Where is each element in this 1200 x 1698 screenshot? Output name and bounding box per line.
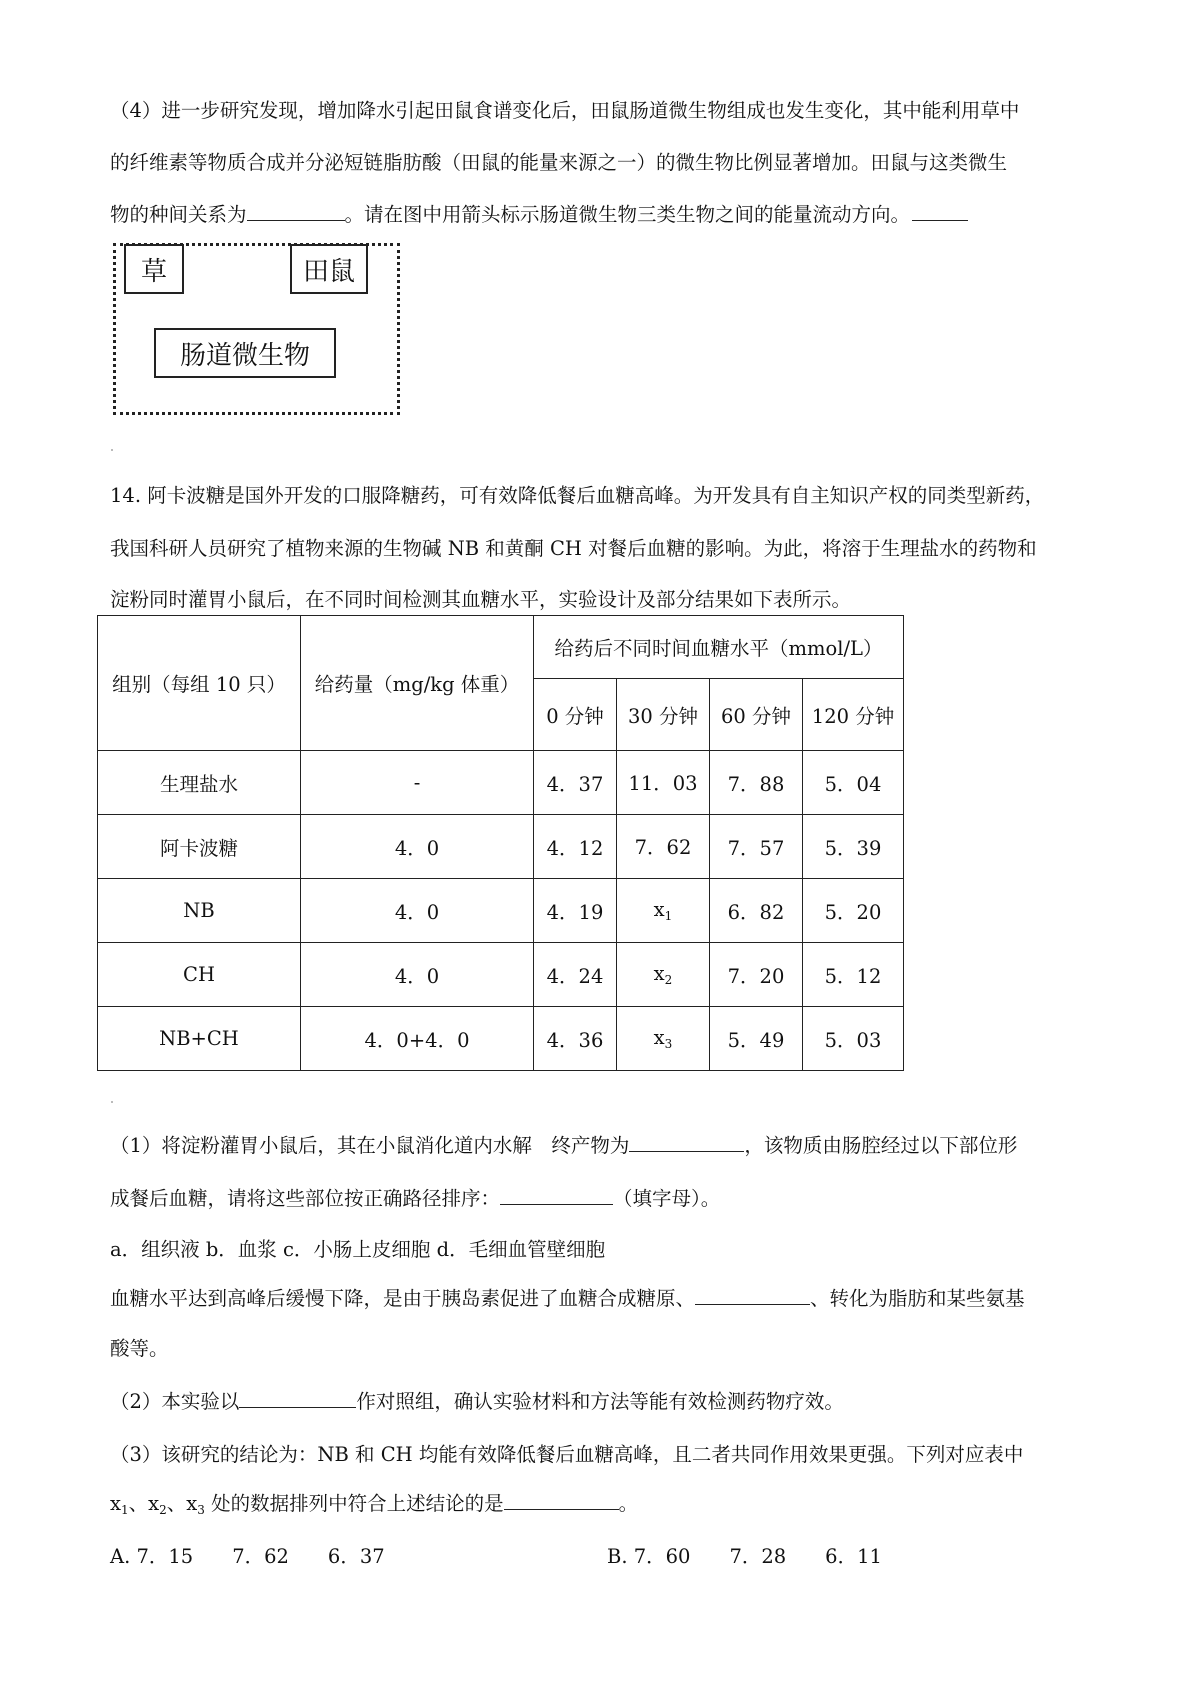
q14-intro-3: 淀粉同时灌胃小鼠后，在不同时间检测其血糖水平，实验设计及部分结果如下表所示。 xyxy=(110,588,852,611)
cell-t120: 5．20 xyxy=(803,879,904,943)
var-x: 、x xyxy=(166,1492,198,1515)
header-time: 120 分钟 xyxy=(803,679,904,751)
q14-part1-line1 xyxy=(110,1128,1100,1164)
option-a[interactable]: A. 7．15 7．62 6．37 xyxy=(110,1545,385,1568)
cell-group: 生理盐水 xyxy=(98,751,301,815)
cell-dose: 4．0+4．0 xyxy=(301,1007,534,1071)
q14-part1-text: （1）将淀粉灌胃小鼠后，其在小鼠消化道内水解 终产物为 xyxy=(110,1134,630,1157)
cell-t0: 4．19 xyxy=(534,879,617,943)
q4-line-3-start: 物的种间关系为 xyxy=(110,203,247,226)
answer-blank-control-group[interactable] xyxy=(239,1389,356,1408)
cell-t0: 4．24 xyxy=(534,943,617,1007)
q14-part2-text: （2）本实验以 xyxy=(110,1390,240,1413)
q14-part1-line2 xyxy=(110,1181,1100,1217)
var-sub: 1 xyxy=(121,1503,129,1517)
q14-intro-1: 14. 阿卡波糖是国外开发的口服降糖药，可有效降低餐后血糖高峰。为开发具有自主知识产权的同类型新药， xyxy=(110,484,1045,507)
q14-insulin-text-cont: 、转化为脂肪和某些氨基 xyxy=(810,1287,1025,1310)
cell-t120: 5．39 xyxy=(803,815,904,879)
q14-part2 xyxy=(110,1384,1100,1420)
header-time: 0 分钟 xyxy=(534,679,617,751)
cell-group: CH xyxy=(98,943,301,1007)
cell-t30: $x_1$ xyxy=(617,879,710,943)
q14-options-line: a．组织液 b．血浆 c．小肠上皮细胞 d．毛细血管壁细胞 xyxy=(110,1238,606,1261)
cell-dose: - xyxy=(301,751,534,815)
var-x: x xyxy=(110,1492,121,1515)
header-level: 给药后不同时间血糖水平（mmol/L） xyxy=(534,616,904,679)
q4-line-1: （4）进一步研究发现，增加降水引起田鼠食谱变化后，田鼠肠道微生物组成也发生变化，其中能利用草中 xyxy=(110,99,1020,122)
header-time: 30 分钟 xyxy=(617,679,710,751)
var-sub: 2 xyxy=(159,1503,167,1517)
microbes-box: 肠道微生物 xyxy=(154,328,336,378)
blood-glucose-table xyxy=(97,615,904,1071)
vole-box: 田鼠 xyxy=(290,244,368,294)
table-row xyxy=(98,751,904,815)
answer-blank-end-product[interactable] xyxy=(629,1133,744,1152)
var-sub: 3 xyxy=(197,1503,205,1517)
q14-part1-text-cont: ，该物质由肠腔经过以下部位形 xyxy=(744,1134,1018,1157)
var-x: 、x xyxy=(128,1492,160,1515)
header-group: 组别（每组 10 只） xyxy=(98,616,301,751)
energy-flow-diagram[interactable] xyxy=(113,243,400,415)
q14-part1-order-note: （填字母）。 xyxy=(613,1187,721,1210)
cell-t0: 4．36 xyxy=(534,1007,617,1071)
cell-t30: $x_2$ xyxy=(617,943,710,1007)
cell-t30: $x_3$ xyxy=(617,1007,710,1071)
cell-t60: 5．49 xyxy=(710,1007,803,1071)
table-row xyxy=(98,879,904,943)
q14-part3-text: 处的数据排列中符合上述结论的是 xyxy=(204,1492,504,1515)
cell-group: NB+CH xyxy=(98,1007,301,1071)
q14-intro-2: 我国科研人员研究了植物来源的生物碱 NB 和黄酮 CH 对餐后血糖的影响。为此，将溶于生理盐水的药物和 xyxy=(110,537,1037,560)
header-time: 60 分钟 xyxy=(710,679,803,751)
answer-blank-relationship[interactable] xyxy=(247,202,345,221)
cell-t120: 5．12 xyxy=(803,943,904,1007)
answer-blank-option[interactable] xyxy=(504,1491,619,1510)
cell-dose: 4．0 xyxy=(301,879,534,943)
cell-t30: 7．62 xyxy=(617,815,710,879)
header-dose: 给药量（mg/kg 体重） xyxy=(301,616,534,751)
answer-blank-insulin[interactable] xyxy=(695,1286,810,1305)
q14-part2-text-cont: 作对照组，确认实验材料和方法等能有效检测药物疗效。 xyxy=(356,1390,844,1413)
cell-t60: 7．88 xyxy=(710,751,803,815)
table-row xyxy=(98,815,904,879)
cell-group: 阿卡波糖 xyxy=(98,815,301,879)
table-row xyxy=(98,1007,904,1071)
q14-part3-end: 。 xyxy=(618,1492,639,1515)
cell-t0: 4．37 xyxy=(534,751,617,815)
q14-part3-line2 xyxy=(110,1486,1100,1528)
cell-t60: 7．57 xyxy=(710,815,803,879)
option-b[interactable]: B. 7．60 7．28 6．11 xyxy=(607,1545,882,1568)
answer-blank-path-order[interactable] xyxy=(500,1186,613,1205)
grass-box: 草 xyxy=(124,244,184,294)
q4-line-3-end: 。请在图中用箭头标示肠道微生物三类生物之间的能量流动方向。 xyxy=(344,203,911,226)
q14-part3-line1: （3）该研究的结论为：NB 和 CH 均能有效降低餐后血糖高峰，且二者共同作用效果更强。下列对应表中 xyxy=(110,1443,1024,1466)
cell-dose: 4．0 xyxy=(301,815,534,879)
q4-line-3 xyxy=(110,197,1100,233)
cell-t30: 11．03 xyxy=(617,751,710,815)
q4-line-2: 的纤维素等物质合成并分泌短链脂肪酸（田鼠的能量来源之一）的微生物比例显著增加。田鼠与这类微生 xyxy=(110,151,1008,174)
q14-part1-line4: 酸等。 xyxy=(110,1337,169,1360)
q14-part1-order-text: 成餐后血糖，请将这些部位按正确路径排序： xyxy=(110,1187,501,1210)
table-row xyxy=(98,943,904,1007)
q14-part1-line3 xyxy=(110,1281,1100,1317)
answer-blank-arrows[interactable] xyxy=(912,202,968,221)
cell-t60: 6．82 xyxy=(710,879,803,943)
cell-t0: 4．12 xyxy=(534,815,617,879)
q14-insulin-text: 血糖水平达到高峰后缓慢下降，是由于胰岛素促进了血糖合成糖原、 xyxy=(110,1287,696,1310)
cell-t60: 7．20 xyxy=(710,943,803,1007)
cell-t120: 5．04 xyxy=(803,751,904,815)
cell-dose: 4．0 xyxy=(301,943,534,1007)
cell-t120: 5．03 xyxy=(803,1007,904,1071)
cell-group: NB xyxy=(98,879,301,943)
q14-options-row xyxy=(110,1539,1100,1575)
